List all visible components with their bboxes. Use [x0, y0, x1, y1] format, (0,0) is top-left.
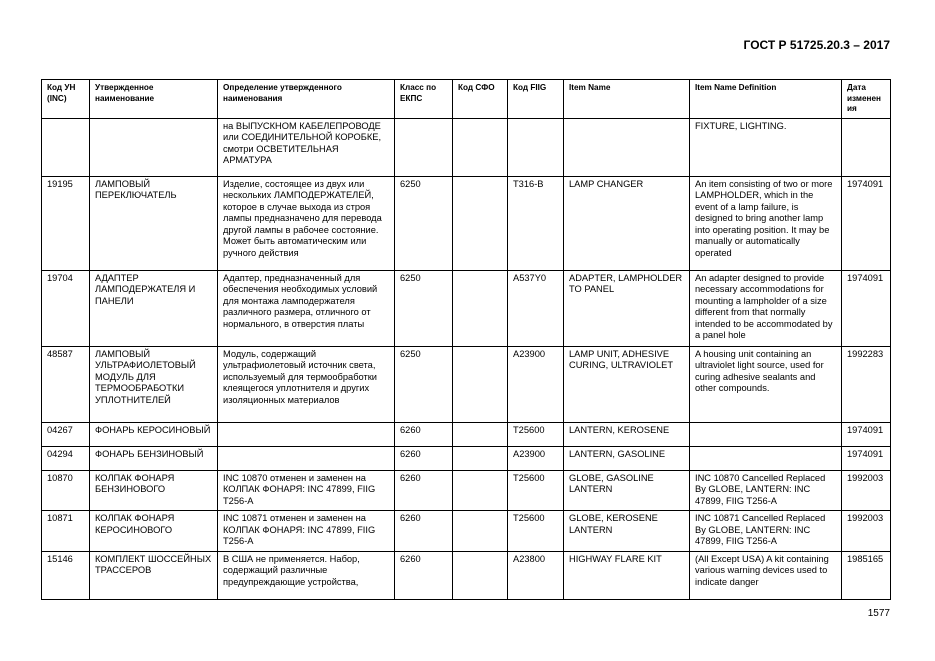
table-cell: ФОНАРЬ КЕРОСИНОВЫЙ: [90, 422, 218, 446]
table-cell: 04267: [42, 422, 90, 446]
column-header: Код УН (INC): [42, 80, 90, 119]
table-cell: [453, 470, 508, 511]
table-row: [42, 446, 891, 470]
table-row: [42, 176, 891, 270]
page-number: 1577: [867, 608, 890, 619]
table-cell: A23900: [508, 346, 564, 422]
column-header: Код СФО: [453, 80, 508, 119]
table-cell: INC 10871 Cancelled Replaced By GLOBE, LANTERN: INC 47899, FIIG T256-A: [690, 511, 842, 552]
table-cell: [453, 551, 508, 599]
table-cell: [90, 118, 218, 176]
items-table: [41, 79, 891, 600]
table-cell: [453, 422, 508, 446]
table-cell: 6250: [395, 270, 453, 346]
column-header: Утвержденное наименование: [90, 80, 218, 119]
table-cell: 1974091: [842, 270, 891, 346]
table-cell: КОЛПАК ФОНАРЯ КЕРОСИНОВОГО: [90, 511, 218, 552]
table-cell: A housing unit containing an ultraviolet light source, used for curing adhesive sealants and other compounds.: [690, 346, 842, 422]
table-cell: Адаптер, предназначенный для обеспечения необходимых условий для монтажа ламподержателя различного размера, отличного от нормального, в отверстия платы: [218, 270, 395, 346]
table-cell: [42, 118, 90, 176]
table-cell: FIXTURE, LIGHTING.: [690, 118, 842, 176]
table-cell: на ВЫПУСКНОМ КАБЕЛЕПРОВОДЕ или СОЕДИНИТЕЛЬНОЙ КОРОБКЕ, смотри ОСВЕТИТЕЛЬНАЯ АРМАТУРА: [218, 118, 395, 176]
table-cell: [564, 118, 690, 176]
table-cell: LAMP CHANGER: [564, 176, 690, 270]
table-cell: 6260: [395, 422, 453, 446]
table-cell: [395, 118, 453, 176]
table-cell: An adapter designed to provide necessary accommodations for mounting a lampholder of a size different from that normally intended to be accommodated by a panel hole: [690, 270, 842, 346]
table-cell: [508, 118, 564, 176]
table-cell: LAMP UNIT, ADHESIVE CURING, ULTRAVIOLET: [564, 346, 690, 422]
table-cell: A23900: [508, 446, 564, 470]
table-row: [42, 511, 891, 552]
table-row: [42, 346, 891, 422]
table-cell: T25600: [508, 422, 564, 446]
table-row: [42, 118, 891, 176]
table-cell: 6250: [395, 176, 453, 270]
table-cell: LANTERN, KEROSENE: [564, 422, 690, 446]
header-row: [42, 80, 891, 119]
table-cell: 6260: [395, 511, 453, 552]
table-cell: ЛАМПОВЫЙ УЛЬТРАФИОЛЕТОВЫЙ МОДУЛЬ ДЛЯ ТЕРМООБРАБОТКИ УПЛОТНИТЕЛЕЙ: [90, 346, 218, 422]
table-cell: [218, 446, 395, 470]
table-cell: 1992003: [842, 470, 891, 511]
table-cell: An item consisting of two or more LAMPHOLDER, which in the event of a lamp failure, is designed to bring another lamp into operating position. It may be manually or automatically operated: [690, 176, 842, 270]
column-header: Item Name: [564, 80, 690, 119]
table-cell: 19704: [42, 270, 90, 346]
table-cell: 48587: [42, 346, 90, 422]
table-cell: КОЛПАК ФОНАРЯ БЕНЗИНОВОГО: [90, 470, 218, 511]
table-cell: (All Except USA) A kit containing various warning devices used to indicate danger: [690, 551, 842, 599]
column-header: Определение утвержденного наименования: [218, 80, 395, 119]
table-cell: A23800: [508, 551, 564, 599]
table-cell: 6260: [395, 551, 453, 599]
table-cell: T25600: [508, 511, 564, 552]
table-cell: INC 10871 отменен и заменен на КОЛПАК ФОНАРЯ: INC 47899, FIIG T256-A: [218, 511, 395, 552]
table-cell: 6260: [395, 470, 453, 511]
table-cell: 1985165: [842, 551, 891, 599]
table-cell: [453, 176, 508, 270]
table-row: [42, 551, 891, 599]
column-header: Класс по ЕКПС: [395, 80, 453, 119]
table-cell: [842, 118, 891, 176]
table-cell: 1992003: [842, 511, 891, 552]
column-header: Дата изменения: [842, 80, 891, 119]
table-cell: [218, 422, 395, 446]
table-cell: [453, 446, 508, 470]
table-cell: T25600: [508, 470, 564, 511]
table-cell: 6250: [395, 346, 453, 422]
table-cell: 19195: [42, 176, 90, 270]
table-cell: 15146: [42, 551, 90, 599]
table-cell: КОМПЛЕКТ ШОССЕЙНЫХ ТРАССЕРОВ: [90, 551, 218, 599]
table-cell: [690, 422, 842, 446]
table-cell: [453, 511, 508, 552]
table-cell: A537Y0: [508, 270, 564, 346]
table-cell: 6260: [395, 446, 453, 470]
table-cell: [453, 118, 508, 176]
table-row: [42, 270, 891, 346]
table-cell: Модуль, содержащий ультрафиолетовый источник света, используемый для термообработки клеящегося уплотнителя и других изоляционных материалов: [218, 346, 395, 422]
table-cell: 10871: [42, 511, 90, 552]
table-cell: [453, 346, 508, 422]
column-header: Код FIIG: [508, 80, 564, 119]
table-cell: INC 10870 Cancelled Replaced By GLOBE, LANTERN: INC 47899, FIIG T256-A: [690, 470, 842, 511]
table-cell: 1992283: [842, 346, 891, 422]
table-cell: INC 10870 отменен и заменен на КОЛПАК ФОНАРЯ: INC 47899, FIIG T256-A: [218, 470, 395, 511]
column-header: Item Name Definition: [690, 80, 842, 119]
table-cell: 1974091: [842, 446, 891, 470]
table-cell: АДАПТЕР ЛАМПОДЕРЖАТЕЛЯ И ПАНЕЛИ: [90, 270, 218, 346]
table-cell: ФОНАРЬ БЕНЗИНОВЫЙ: [90, 446, 218, 470]
table-cell: ADAPTER, LAMPHOLDER TO PANEL: [564, 270, 690, 346]
table-row: [42, 470, 891, 511]
table-cell: 1974091: [842, 422, 891, 446]
table-row: [42, 422, 891, 446]
table-cell: 10870: [42, 470, 90, 511]
table-cell: HIGHWAY FLARE KIT: [564, 551, 690, 599]
document-header: ГОСТ Р 51725.20.3 – 2017: [743, 38, 890, 52]
table-cell: GLOBE, KEROSENE LANTERN: [564, 511, 690, 552]
table-cell: ЛАМПОВЫЙ ПЕРЕКЛЮЧАТЕЛЬ: [90, 176, 218, 270]
table-cell: LANTERN, GASOLINE: [564, 446, 690, 470]
table-cell: 04294: [42, 446, 90, 470]
table-cell: GLOBE, GASOLINE LANTERN: [564, 470, 690, 511]
table-cell: [453, 270, 508, 346]
table-cell: T316-B: [508, 176, 564, 270]
table-cell: [690, 446, 842, 470]
table-cell: 1974091: [842, 176, 891, 270]
table-cell: В США не применяется. Набор, содержащий различные предупреждающие устройства,: [218, 551, 395, 599]
table-cell: Изделие, состоящее из двух или нескольких ЛАМПОДЕРЖАТЕЛЕЙ, которое в случае выхода из строя лампы предназначено для перевода другой лампы в рабочее состояние. Может быть автоматическим или ручного действия: [218, 176, 395, 270]
